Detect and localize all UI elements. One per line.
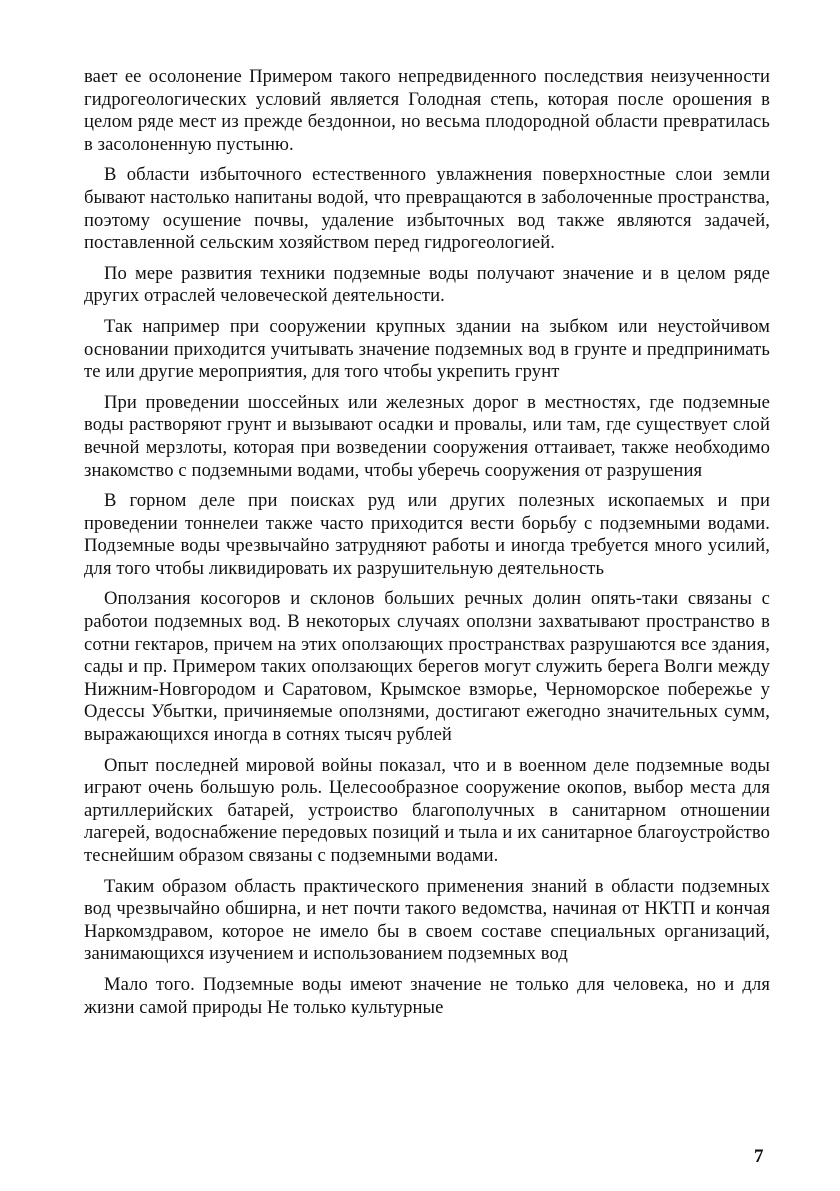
paragraph: Так например при сооружении крупных здании на зыбком или неустойчивом основании приходится учитывать значение подземных вод в грунте и предпринимать те или другие мероприятия, для того чтобы укрепить грунт — [84, 315, 770, 383]
paragraph: По мере развития техники подземные воды получают значение и в целом ряде других отраслей человеческой деятельности. — [84, 262, 770, 307]
paragraph: Мало того. Подземные воды имеют значение не только для человека, но и для жизни самой природы Не только культурные — [84, 973, 770, 1018]
paragraph: В области избыточного естественного увлажнения поверхностные слои земли бывают настолько напитаны водой, что превращаются в заболоченные пространства, поэтому осушение почвы, удаление избыточных вод также являются задачей, поставленной сельским хозяйством перед гидрогеологией. — [84, 164, 770, 254]
paragraph: Таким образом область практического применения знаний в области подземных вод чрезвычайно обширна, и нет почти такого ведомства, начиная от НКТП и кончая Наркомздравом, которое не имело бы в своем составе специальных организаций, занимающихся изучением и использованием подземных вод — [84, 875, 770, 965]
page-text — [84, 66, 770, 1027]
paragraph: В горном деле при поисках руд или других полезных ископаемых и при проведении тоннелеи также часто приходится вести борьбу с подземными водами. Подземные воды чрезвычайно затрудняют работы и иногда требуется много усилий, для того чтобы ликвидировать их разрушительную деятельность — [84, 490, 770, 579]
paragraph: вает ее осолонение Примером такого непредвиденного последствия неизученности гидрогеологических условий является Голодная степь, которая после орошения в целом ряде мест из прежде бездоннои, но весьма плодородной области превратилась в засолоненную пустыню. — [84, 66, 770, 155]
page-number: 7 — [754, 1146, 764, 1167]
paragraph: Опыт последней мировой войны показал, что и в военном деле подземные воды играют очень большую роль. Целесообразное сооружение окопов, выбор места для артиллерийских батарей, устроиство благополучных в санитарном отношении лагерей, водоснабжение передовых позиций и тыла и их санитарное благоустройство теснейшим образом связаны с подземными водами. — [84, 754, 770, 866]
paragraph: При проведении шоссейных или железных дорог в местностях, где подземные воды растворяют грунт и вызывают осадки и провалы, или там, где существует слой вечной мерзлоты, которая при возведении сооружения оттаивает, также необходимо знакомство с подземными водами, чтобы уберечь сооружения от разрушения — [84, 391, 770, 481]
paragraph: Оползания косогоров и склонов больших речных долин опять-таки связаны с работои подземных вод. В некоторых случаях оползни захватывают пространство в сотни гектаров, причем на этих оползающих пространствах разрушаются все здания, сады и пр. Примером таких оползающих берегов могут служить берега Волги между Нижним-Новгородом и Саратовом, Крымское взморье, Черноморское побережье у Одессы Убытки, причиняемые оползнями, достигают ежегодно значительных сумм, выражающихся иногда в сотнях тысяч рублей — [84, 588, 770, 746]
